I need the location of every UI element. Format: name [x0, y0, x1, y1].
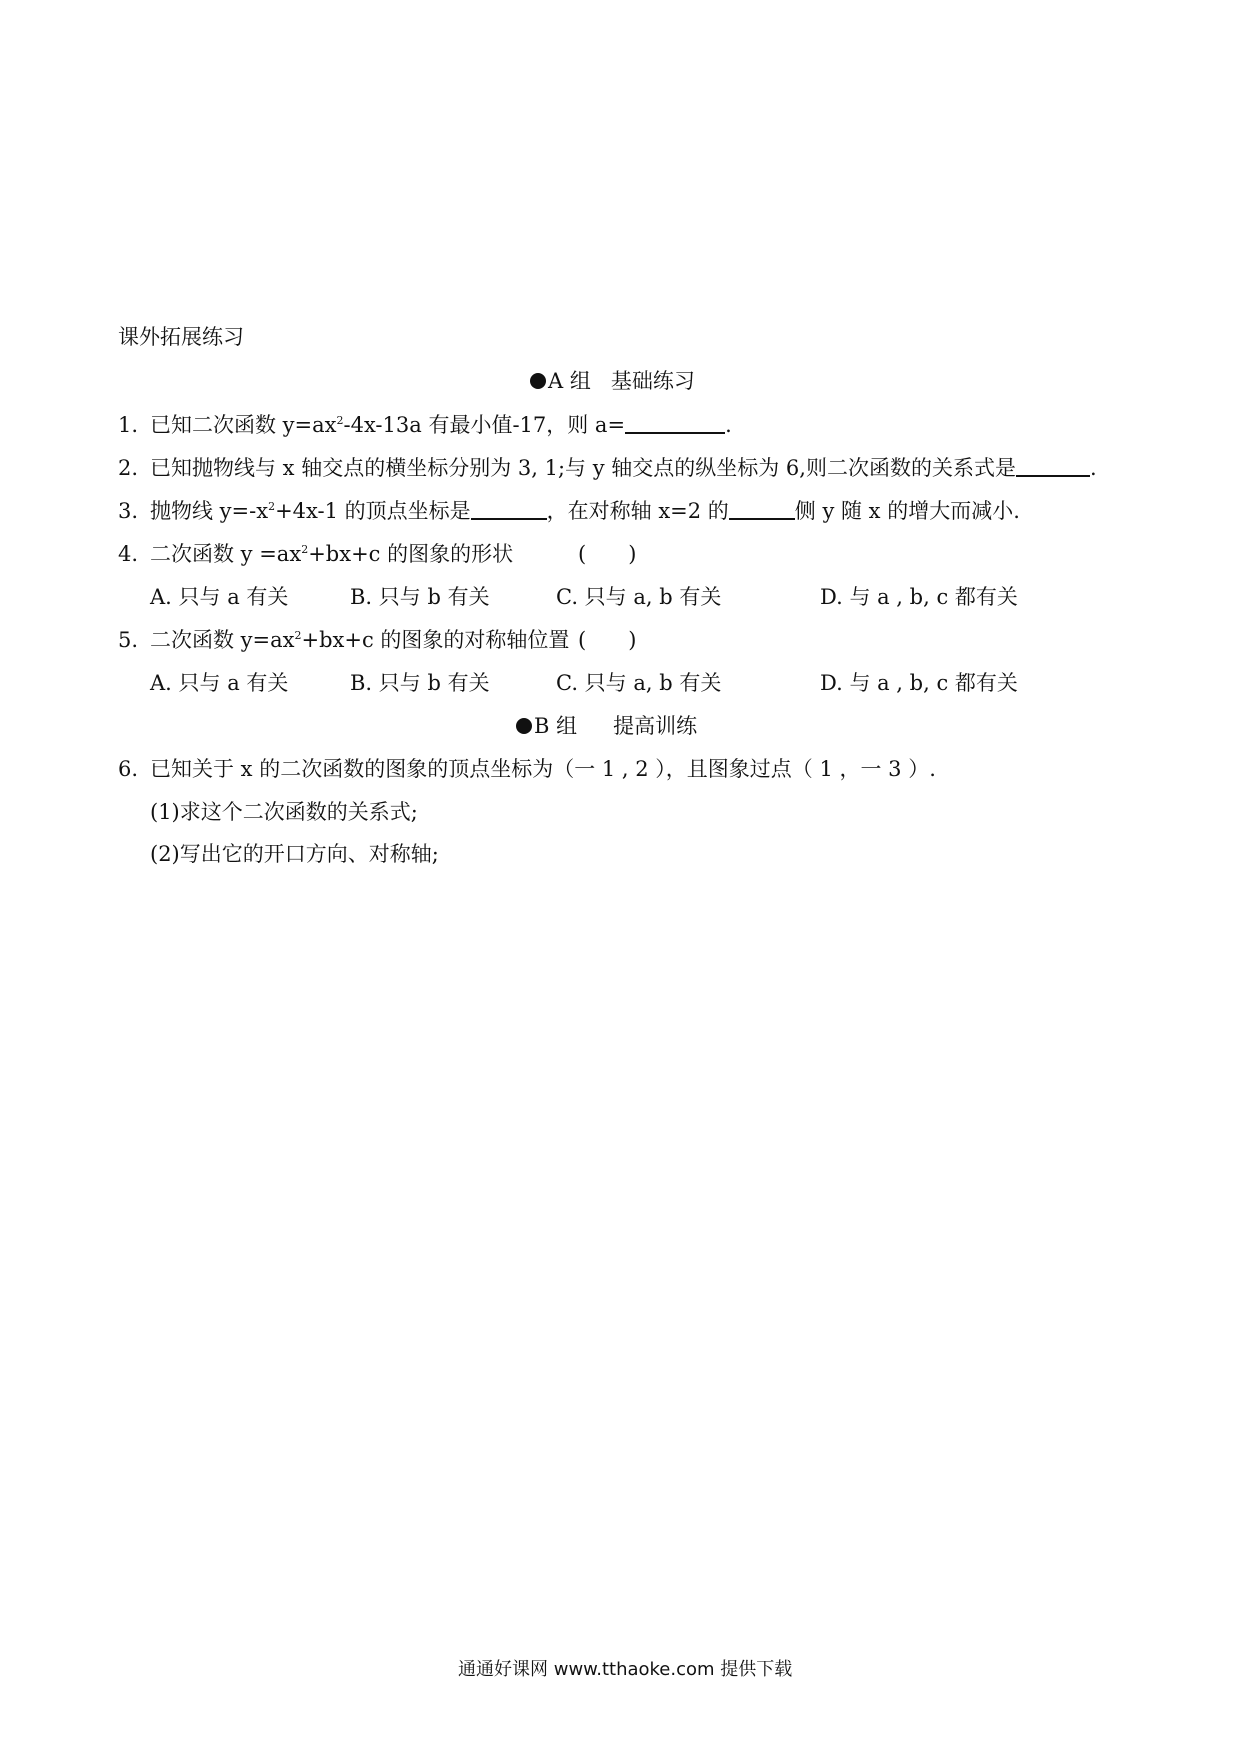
question-1: 1. 已知二次函数 $y=ax^2-4x-13a$ 有最小值-17，则 a= . — [118, 413, 732, 437]
option-d: D. 与 a , b, c 都有关 — [820, 671, 1018, 695]
answer-blank[interactable] — [471, 498, 547, 520]
option-b: B. 只与 b 有关 — [350, 585, 490, 609]
choice-parentheses: ( ) — [578, 542, 637, 566]
option-a: A. 只与 a 有关 — [150, 585, 289, 609]
bullet-icon — [530, 373, 546, 389]
choice-parentheses: ( ) — [578, 628, 637, 652]
page-title: 课外拓展练习 — [118, 325, 244, 349]
question-5: 5. 二次函数 $y=ax^2+bx+c$ 的图象的对称轴位置 — [118, 628, 570, 652]
question-4: 4. 二次函数 $y =ax^2+bx+c$ 的图象的形状 — [118, 542, 514, 566]
option-b: B. 只与 b 有关 — [350, 671, 490, 695]
option-d: D. 与 a , b, c 都有关 — [820, 585, 1018, 609]
option-c: C. 只与 a, b 有关 — [556, 671, 722, 695]
answer-blank[interactable] — [729, 498, 795, 520]
option-a: A. 只与 a 有关 — [150, 671, 289, 695]
bullet-icon — [516, 718, 532, 734]
option-c: C. 只与 a, b 有关 — [556, 585, 722, 609]
answer-blank[interactable] — [625, 412, 725, 434]
question-6-part-1: (1)求这个二次函数的关系式; — [150, 800, 418, 824]
group-b-heading: B 组 提高训练 — [516, 712, 697, 740]
question-3: 3. 抛物线 $y=-x^2+4x-1$ 的顶点坐标是 ，在对称轴 x=2 的 侧 y 随 x 的增大而减小. — [118, 499, 1020, 523]
question-6-part-2: (2)写出它的开口方向、对称轴; — [150, 842, 439, 866]
question-2: 2. 已知抛物线与 x 轴交点的横坐标分别为 3, 1;与 y 轴交点的纵坐标为 6,则二次函数的关系式是 . — [118, 456, 1097, 480]
question-6: 6. 已知关于 x 的二次函数的图象的顶点坐标为（一 1 , 2 ），且图象过点（ 1 ，一 3 ）. — [118, 757, 936, 781]
group-a-heading: A 组 基础练习 — [530, 367, 695, 395]
footer-credit: 通通好课网 www.tthaoke.com 提供下载 — [458, 1659, 793, 1680]
answer-blank[interactable] — [1016, 455, 1090, 477]
